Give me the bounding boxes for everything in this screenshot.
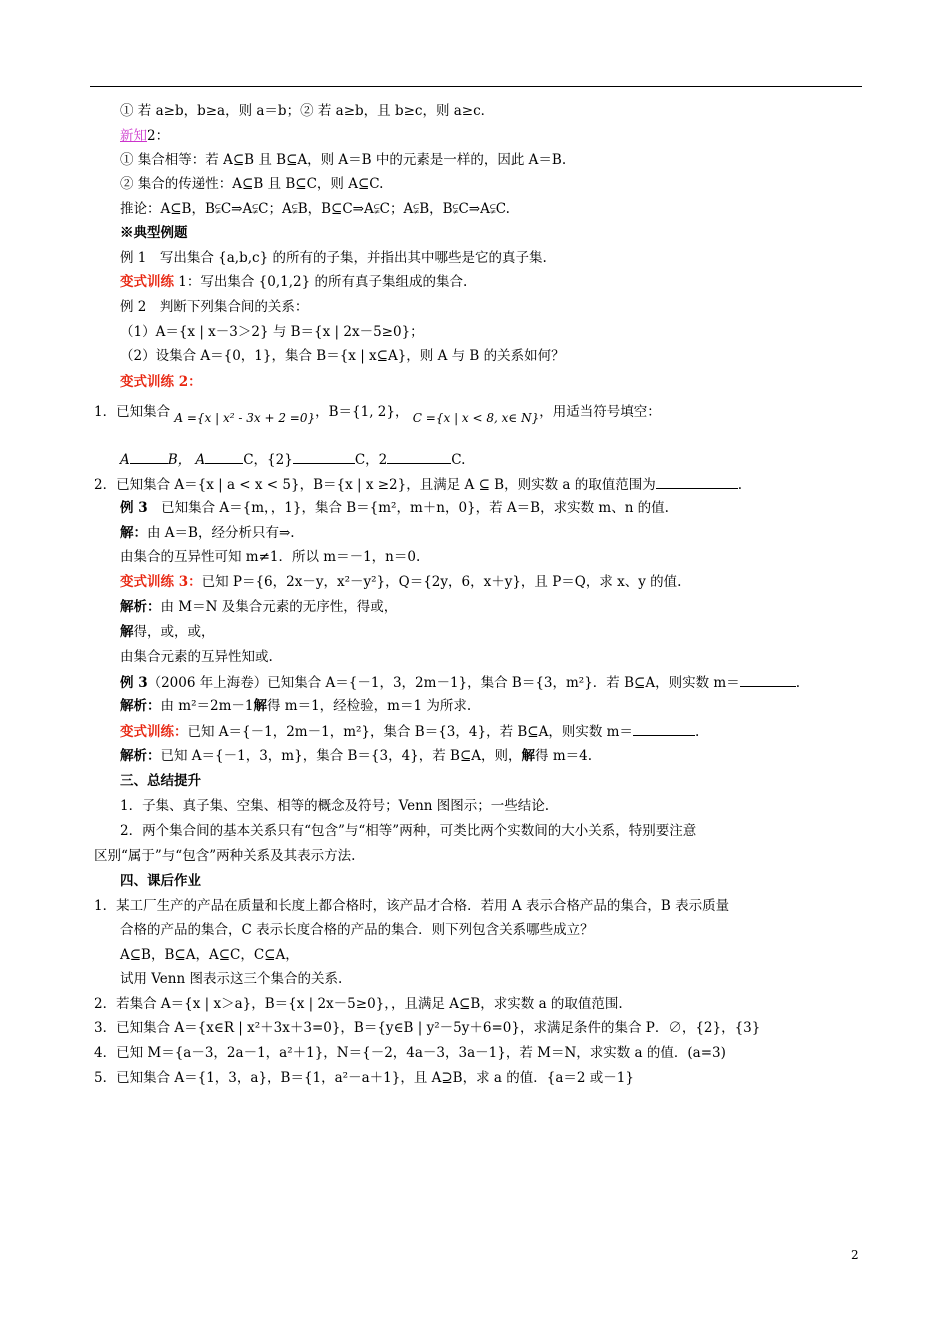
- answer-blank[interactable]: [130, 450, 168, 464]
- text-span: 得 m＝4.: [535, 748, 593, 764]
- text-span: 已知 P＝{6，2x－y，x²－y²}，Q＝{2y，6，x＋y}，且 P＝Q，求 x、y 的值.: [201, 574, 682, 590]
- text-line: [120, 127, 169, 145]
- section-heading: 四、课后作业: [120, 873, 201, 889]
- answer-blank[interactable]: [387, 450, 451, 464]
- text-line: 1．某工厂生产的产品在质量和长度上都合格时，该产品才合格．若用 A 表示合格产品的集合，B 表示质量: [94, 898, 730, 914]
- text-line: [120, 747, 592, 765]
- text-span: 由 A＝B，经分析只有⇒.: [147, 525, 295, 541]
- math-formula: C ={x | x < 8, x∈ N}: [412, 411, 540, 425]
- text-line: 3．已知集合 A＝{x∈R | x²＋3x＋3=0}，B＝{y∈B | y²－5y＋6=0}，求满足条件的集合 P．∅，{2}，{3}: [94, 1020, 761, 1036]
- example-label: 例 3: [120, 500, 148, 516]
- text-line: [120, 524, 295, 542]
- header-rule: [90, 86, 862, 87]
- text-span: A: [120, 452, 130, 468]
- text-line: [120, 273, 467, 291]
- text-line: [94, 403, 661, 427]
- text-line: 5．已知集合 A＝{1，3，a}，B＝{1，a²－a＋1}，且 A⊇B，求 a 的值．{a＝2 或－1}: [94, 1070, 634, 1086]
- variant-label: 变式训练 3：: [120, 574, 202, 590]
- text-line: ① 若 a≥b，b≥a，则 a＝b；② 若 a≥b，且 b≥c，则 a≥c．: [120, 103, 495, 119]
- text-span: .: [795, 675, 800, 691]
- text-line: 由集合的互异性可知 m≠1．所以 m＝－1，n＝0.: [120, 549, 421, 565]
- text-span: 已知集合 A＝{m，，1}，集合 B＝{m²，m＋n，0}，若 A＝B，求实数 m、n 的值.: [147, 500, 669, 516]
- solution-label: 解: [521, 748, 536, 764]
- analysis-label: 解析：: [120, 599, 161, 615]
- text-span: C，2: [354, 452, 388, 468]
- page-number: 2: [851, 1248, 859, 1262]
- text-line: （1）A＝{x | x－3＞2} 与 B＝{x | 2x－5≥0}；: [120, 324, 424, 340]
- text-span: 得 m＝1，经检验，m＝1 为所求.: [266, 698, 472, 714]
- text-line: 4．已知 M＝{a－3，2a－1，a²＋1}，N＝{－2，4a－3，3a－1}，若 M＝N，求实数 a 的值．(a=3): [94, 1045, 726, 1061]
- text-line: [120, 373, 202, 391]
- text-line: 例 1 写出集合 {a,b,c} 的所有的子集，并指出其中哪些是它的真子集.: [120, 250, 547, 266]
- section-heading: ※典型例题: [120, 225, 188, 241]
- text-span: 得，或，或，: [133, 624, 215, 640]
- answer-blank[interactable]: [293, 450, 355, 464]
- variant-label: 变式训练: [120, 274, 174, 290]
- text-line: 2．两个集合间的基本关系只有“包含”与“相等”两种，可类比两个实数间的大小关系，特别要注意: [120, 823, 697, 839]
- text-span: A: [195, 452, 206, 468]
- text-line: [120, 697, 471, 715]
- text-span: C，{2}: [243, 452, 293, 468]
- text-span: .: [694, 724, 700, 740]
- text-line: A⊆B，B⊆A，A⊆C，C⊆A，: [120, 947, 299, 963]
- text-span: B，: [167, 452, 192, 468]
- text-line: ② 集合的传递性：A⊆B 且 B⊆C，则 A⊆C.: [120, 176, 384, 192]
- text-span: 2．已知集合 A＝{x | a < x < 5}，B＝{x | x ≥2}，且满足 A ⊆ B，则实数 a 的取值范围为: [94, 477, 656, 493]
- text-line: 推论：A⊆B，B⫋C⇒A⫋C；A⫋B，B⊆C⇒A⫋C；A⫋B，B⫋C⇒A⫋C.: [120, 201, 510, 217]
- answer-blank[interactable]: [740, 673, 796, 687]
- text-line: [94, 475, 742, 494]
- variant-label: 变式训练: [120, 374, 174, 390]
- new-knowledge-link[interactable]: 新知: [120, 128, 147, 144]
- text-span: 已知 A＝{－1，2m－1，m²}，集合 B＝{3，4}，若 B⊆A，则实数 m＝: [187, 724, 633, 740]
- text-line: [120, 623, 215, 641]
- text-line: 1．子集、真子集、空集、相等的概念及符号；Venn 图图示；一些结论.: [120, 798, 550, 814]
- text-line: [120, 450, 465, 469]
- answer-blank[interactable]: [633, 722, 695, 736]
- text-span: 已知 A＝{－1，3，m}，集合 B＝{3，4}，若 B⊆A，则，: [160, 748, 522, 764]
- text-line: [120, 673, 800, 692]
- text-line: [120, 722, 699, 741]
- text-span: 2：: [147, 128, 170, 144]
- analysis-label: 解析：: [120, 748, 161, 764]
- text-line: 例 2 判断下列集合间的关系：: [120, 299, 309, 315]
- analysis-label: 解析：: [120, 698, 161, 714]
- text-span: （2006 年上海卷）已知集合 A＝{－1，3，2m－1}，集合 B＝{3，m²}．若 B⊆A，则实数 m＝: [147, 675, 740, 691]
- text-span: 由 m²＝2m－1: [160, 698, 254, 714]
- section-heading: 三、总结提升: [120, 773, 201, 789]
- text-span: 由 M＝N 及集合元素的无序性，得或，: [160, 599, 398, 615]
- solution-label: 解：: [120, 525, 147, 541]
- variant-label: 变式训练：: [120, 724, 188, 740]
- text-line: 由集合元素的互异性知或.: [120, 649, 273, 665]
- solution-label: 解: [253, 698, 267, 714]
- text-span: C.: [451, 452, 466, 468]
- text-line: 合格的产品的集合，C 表示长度合格的产品的集合．则下列包含关系哪些成立？: [120, 922, 594, 938]
- text-span: ，用适当符号填空：: [539, 404, 661, 420]
- text-line: [120, 573, 681, 591]
- text-span: ，B＝{1, 2}，: [315, 404, 409, 420]
- text-line: 2．若集合 A＝{x | x＞a}，B＝{x | 2x－5≥0}，，且满足 A⊆B，求实数 a 的取值范围.: [94, 996, 623, 1012]
- answer-blank[interactable]: [205, 450, 243, 464]
- math-formula: A ={x | x² - 3x + 2 =0}: [174, 411, 316, 425]
- answer-blank[interactable]: [656, 475, 738, 489]
- text-line: （2）设集合 A＝{0，1}，集合 B＝{x | x⊆A}，则 A 与 B 的关系如何？: [120, 348, 565, 364]
- text-span: .: [737, 477, 743, 493]
- text-line: [120, 598, 397, 616]
- text-line: 试用 Venn 图表示这三个集合的关系.: [120, 971, 343, 987]
- example-label: 例 3: [120, 675, 148, 691]
- text-span: 1．已知集合: [94, 404, 171, 420]
- variant-label: 2：: [174, 374, 202, 390]
- text-line: 区别“属于”与“包含”两种关系及其表示方法.: [94, 848, 356, 864]
- solution-label: 解: [120, 624, 134, 640]
- text-line: [120, 499, 669, 517]
- text-line: ① 集合相等：若 A⊆B 且 B⊆A，则 A＝B 中的元素是一样的，因此 A＝B.: [120, 152, 567, 168]
- text-span: 1：写出集合 {0,1,2} 的所有真子集组成的集合.: [174, 274, 468, 290]
